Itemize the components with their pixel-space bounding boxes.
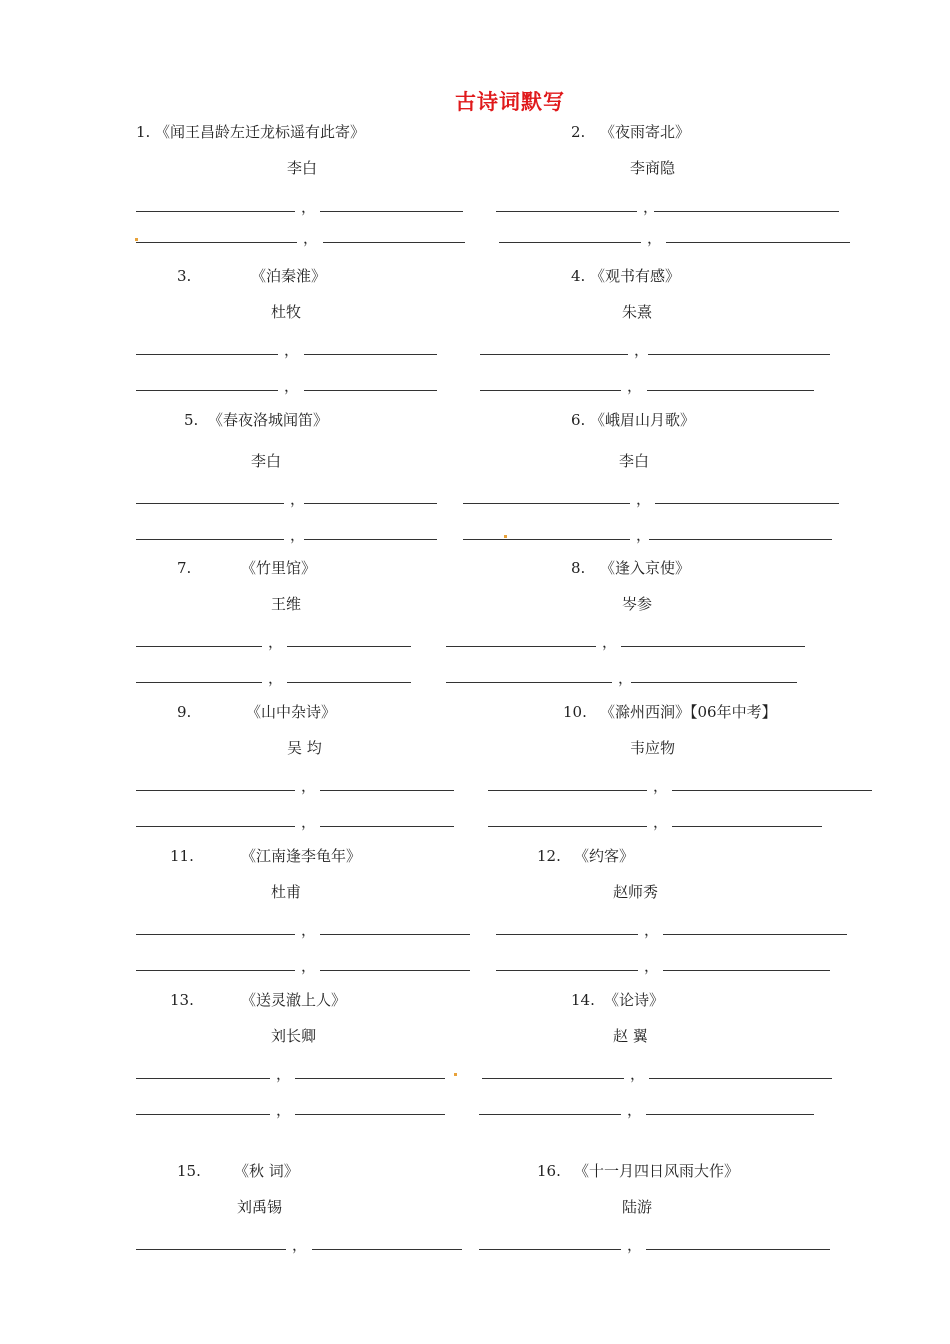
comma-separator: ， bbox=[647, 229, 663, 247]
poem-title: 《观书有感》 bbox=[590, 267, 681, 285]
answer-blank[interactable] bbox=[136, 646, 262, 647]
comma-separator: ， bbox=[653, 777, 669, 795]
comma-separator: ， bbox=[618, 669, 634, 687]
answer-blank[interactable] bbox=[480, 354, 628, 355]
stray-mark bbox=[135, 238, 138, 241]
answer-blank[interactable] bbox=[295, 1078, 445, 1079]
answer-blank[interactable] bbox=[287, 646, 411, 647]
comma-separator: ， bbox=[301, 777, 317, 795]
answer-blank[interactable] bbox=[666, 242, 850, 243]
question-number: 15. bbox=[177, 1162, 201, 1180]
comma-separator: ， bbox=[636, 526, 652, 544]
answer-blank[interactable] bbox=[496, 970, 638, 971]
question-number: 13. bbox=[170, 991, 194, 1009]
answer-blank[interactable] bbox=[136, 354, 278, 355]
comma-separator: ， bbox=[644, 921, 660, 939]
comma-separator: ， bbox=[627, 377, 643, 395]
comma-separator: ， bbox=[276, 1101, 292, 1119]
comma-separator: ， bbox=[630, 1065, 646, 1083]
question-number: 6. bbox=[571, 411, 586, 429]
answer-blank[interactable] bbox=[496, 934, 638, 935]
comma-separator: ， bbox=[276, 1065, 292, 1083]
answer-blank[interactable] bbox=[646, 1114, 814, 1115]
poem-title: 《竹里馆》 bbox=[241, 559, 317, 577]
poem-author: 朱熹 bbox=[622, 303, 653, 321]
poem-title: 《闻王昌龄左迁龙标遥有此寄》 bbox=[155, 123, 366, 141]
answer-blank[interactable] bbox=[320, 934, 470, 935]
answer-blank[interactable] bbox=[649, 1078, 832, 1079]
question-number: 16. bbox=[537, 1162, 561, 1180]
answer-blank[interactable] bbox=[312, 1249, 462, 1250]
answer-blank[interactable] bbox=[323, 242, 465, 243]
comma-separator: ， bbox=[301, 198, 317, 216]
poem-author: 韦应物 bbox=[630, 739, 676, 757]
answer-blank[interactable] bbox=[672, 790, 872, 791]
answer-blank[interactable] bbox=[136, 390, 278, 391]
comma-separator: ， bbox=[627, 1101, 643, 1119]
comma-separator: ， bbox=[627, 1236, 643, 1254]
poem-author: 李白 bbox=[251, 452, 282, 470]
question-number: 14. bbox=[571, 991, 595, 1009]
answer-blank[interactable] bbox=[136, 503, 284, 504]
answer-blank[interactable] bbox=[320, 790, 454, 791]
comma-separator: ， bbox=[636, 490, 652, 508]
answer-blank[interactable] bbox=[136, 1114, 270, 1115]
question-number: 7. bbox=[177, 559, 192, 577]
answer-blank[interactable] bbox=[647, 390, 814, 391]
question-number: 8. bbox=[571, 559, 586, 577]
answer-blank[interactable] bbox=[304, 354, 437, 355]
question-number: 9. bbox=[177, 703, 192, 721]
answer-blank[interactable] bbox=[446, 646, 596, 647]
poem-title: 《江南逢李龟年》 bbox=[241, 847, 362, 865]
page-title: 古诗词默写 bbox=[455, 90, 565, 114]
answer-blank[interactable] bbox=[136, 826, 295, 827]
poem-title: 《山中杂诗》 bbox=[246, 703, 337, 721]
comma-separator: ， bbox=[284, 377, 300, 395]
answer-blank[interactable] bbox=[287, 682, 411, 683]
question-number: 1. bbox=[136, 123, 151, 141]
poem-author: 杜牧 bbox=[271, 303, 302, 321]
answer-blank[interactable] bbox=[646, 1249, 830, 1250]
answer-blank[interactable] bbox=[304, 390, 437, 391]
poem-title: 《送灵澈上人》 bbox=[241, 991, 347, 1009]
comma-separator: ， bbox=[301, 957, 317, 975]
answer-blank[interactable] bbox=[136, 790, 295, 791]
poem-title: 《十一月四日风雨大作》 bbox=[574, 1162, 740, 1180]
stray-mark bbox=[454, 1073, 457, 1076]
poem-author: 陆游 bbox=[622, 1198, 653, 1216]
comma-separator: ， bbox=[634, 341, 650, 359]
answer-blank[interactable] bbox=[649, 539, 832, 540]
poem-title: 《约客》 bbox=[574, 847, 635, 865]
comma-separator: ， bbox=[268, 669, 284, 687]
answer-blank[interactable] bbox=[488, 826, 647, 827]
question-number: 2. bbox=[571, 123, 586, 141]
comma-separator: ， bbox=[653, 813, 669, 831]
poem-title: 《夜雨寄北》 bbox=[600, 123, 691, 141]
comma-separator: ， bbox=[602, 633, 618, 651]
comma-separator: ， bbox=[268, 633, 284, 651]
answer-blank[interactable] bbox=[304, 503, 437, 504]
answer-blank[interactable] bbox=[463, 503, 630, 504]
stray-mark bbox=[504, 535, 507, 538]
answer-blank[interactable] bbox=[654, 211, 839, 212]
poem-author: 杜甫 bbox=[271, 883, 302, 901]
answer-blank[interactable] bbox=[479, 1249, 621, 1250]
answer-blank[interactable] bbox=[136, 934, 295, 935]
poem-author: 刘长卿 bbox=[271, 1027, 317, 1045]
poem-author: 王维 bbox=[271, 595, 302, 613]
answer-blank[interactable] bbox=[320, 211, 463, 212]
answer-blank[interactable] bbox=[648, 354, 830, 355]
answer-blank[interactable] bbox=[320, 826, 454, 827]
answer-blank[interactable] bbox=[136, 970, 295, 971]
poem-title: 《春夜洛城闻笛》 bbox=[208, 411, 329, 429]
question-number: 5. bbox=[184, 411, 199, 429]
comma-separator: ， bbox=[643, 198, 659, 216]
answer-blank[interactable] bbox=[136, 682, 262, 683]
answer-blank[interactable] bbox=[663, 934, 847, 935]
poem-author: 赵 翼 bbox=[613, 1027, 648, 1045]
poem-author: 吴 均 bbox=[287, 739, 322, 757]
answer-blank[interactable] bbox=[320, 970, 470, 971]
answer-blank[interactable] bbox=[136, 1078, 270, 1079]
answer-blank[interactable] bbox=[631, 682, 797, 683]
comma-separator: ， bbox=[644, 957, 660, 975]
answer-blank[interactable] bbox=[136, 242, 297, 243]
answer-blank[interactable] bbox=[663, 970, 830, 971]
answer-blank[interactable] bbox=[488, 790, 647, 791]
poem-author: 李商隐 bbox=[630, 159, 676, 177]
answer-blank[interactable] bbox=[136, 1249, 286, 1250]
comma-separator: ， bbox=[301, 921, 317, 939]
answer-blank[interactable] bbox=[136, 211, 295, 212]
answer-blank[interactable] bbox=[496, 211, 637, 212]
answer-blank[interactable] bbox=[655, 503, 839, 504]
question-number: 12. bbox=[537, 847, 561, 865]
poem-title: 《滁州西涧》【06年中考】 bbox=[600, 703, 777, 721]
answer-blank[interactable] bbox=[304, 539, 437, 540]
poem-title: 《秋 词》 bbox=[234, 1162, 299, 1180]
answer-blank[interactable] bbox=[621, 646, 805, 647]
question-number: 11. bbox=[170, 847, 194, 865]
comma-separator: ， bbox=[303, 229, 319, 247]
answer-blank[interactable] bbox=[499, 242, 641, 243]
question-number: 4. bbox=[571, 267, 586, 285]
answer-blank[interactable] bbox=[295, 1114, 445, 1115]
comma-separator: ， bbox=[290, 490, 306, 508]
comma-separator: ， bbox=[301, 813, 317, 831]
comma-separator: ， bbox=[284, 341, 300, 359]
answer-blank[interactable] bbox=[482, 1078, 624, 1079]
answer-blank[interactable] bbox=[672, 826, 822, 827]
poem-title: 《论诗》 bbox=[604, 991, 665, 1009]
poem-title: 《逢入京使》 bbox=[600, 559, 691, 577]
answer-blank[interactable] bbox=[463, 539, 630, 540]
poem-author: 岑参 bbox=[622, 595, 653, 613]
question-number: 3. bbox=[177, 267, 192, 285]
poem-author: 刘禹锡 bbox=[237, 1198, 283, 1216]
answer-blank[interactable] bbox=[479, 1114, 621, 1115]
poem-author: 赵师秀 bbox=[613, 883, 659, 901]
answer-blank[interactable] bbox=[136, 539, 284, 540]
comma-separator: ， bbox=[292, 1236, 308, 1254]
poem-title: 《泊秦淮》 bbox=[251, 267, 327, 285]
comma-separator: ， bbox=[290, 526, 306, 544]
answer-blank[interactable] bbox=[446, 682, 612, 683]
answer-blank[interactable] bbox=[480, 390, 621, 391]
poem-title: 《峨眉山月歌》 bbox=[590, 411, 696, 429]
question-number: 10. bbox=[563, 703, 587, 721]
poem-author: 李白 bbox=[619, 452, 650, 470]
poem-author: 李白 bbox=[287, 159, 318, 177]
